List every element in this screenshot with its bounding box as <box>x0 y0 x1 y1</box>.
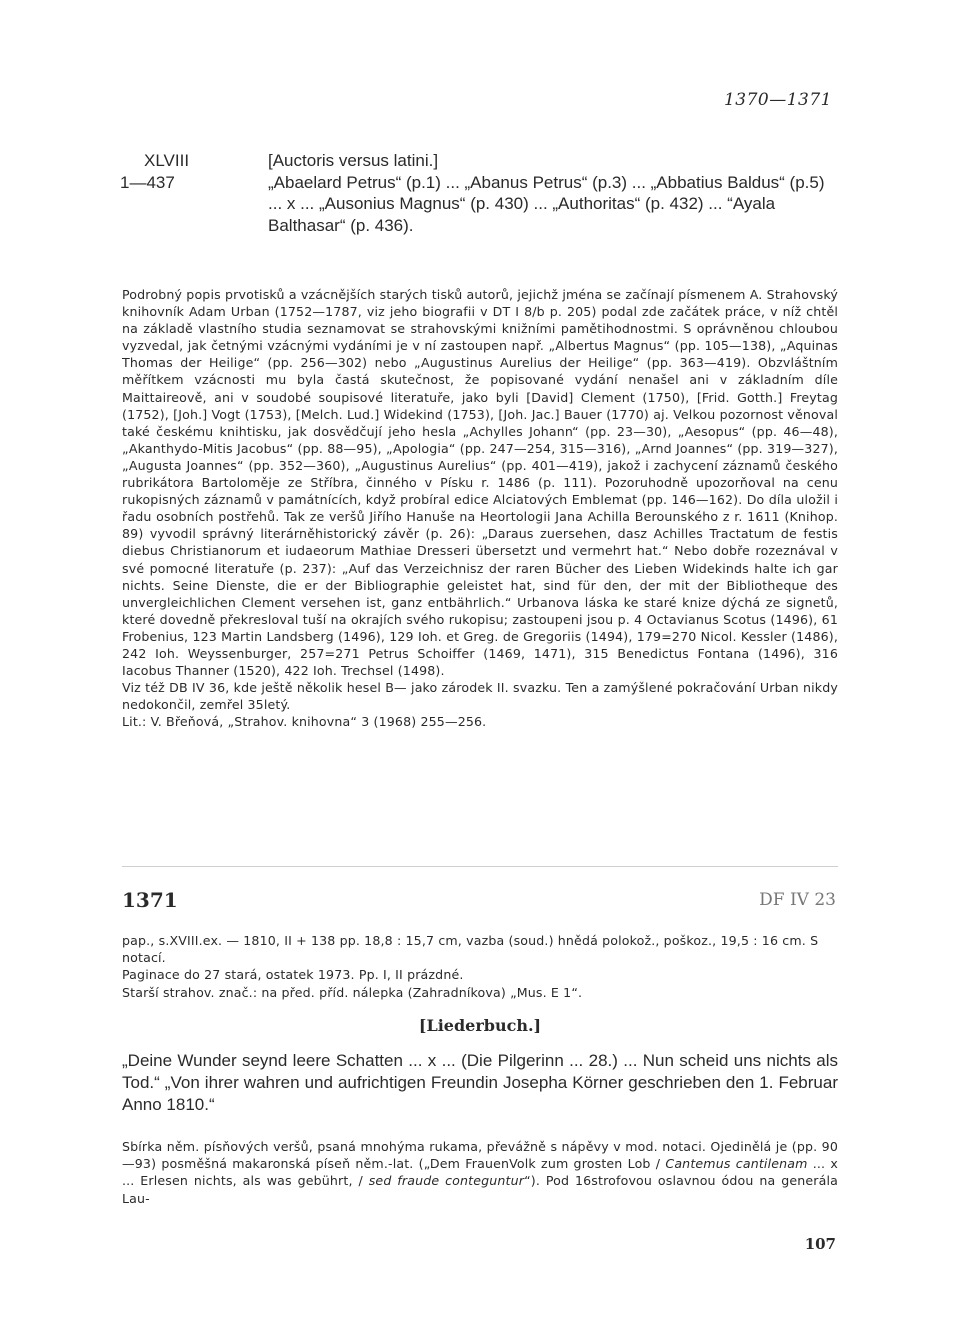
notes-text-3: “). Pod 16strofovou oslavnou ódou na generála Lau- <box>122 1173 838 1206</box>
notes-latin-2: sed fraude conteguntur <box>368 1173 525 1189</box>
literature-reference: Lit.: V. Břeňová, „Strahov. knihovna“ 3 (1968) 255—256. <box>122 714 487 730</box>
description-paragraph: Podrobný popis prvotisků a vzácnějších starých tisků autorů, jejichž jména se začínají písmenem A. Strahovský knihovník Adam Urban (1752—1787, viz jeho biografii v DT I 8/b p. 205) podal zde začátek práce, v níž chtěl na základě vlastního studia seznamovat se strahovskými knižními pamětihodnostmi. S oprávněnou chloubou vyzvedal, jak četnými vzácnými vydáními je v ní zastoupen např. „Albertus Magnus“ (pp. 105—138), „Aquinas Thomas der Heilige“ (pp. 256—302) nebo „Augustinus Aurelius der Heilige“ (pp. 363—419). Obzvláštním měřítkem vzácnosti mu byla častá skutečnost, že popisované vydání nenašel ani v základním díle Maittaireově, ani v soudobé soupisové literatuře, jako byli [David] Clement (1750), [Frid. Gotth.] Freytag (1752), [Joh.] Vogt (1753), [Melch. Lud.] Widekind (1753), [Joh. Jac.] Bauer (1770) aj. Velkou pozornost věnoval také českému knihtisku, jak dosvědčují jeho hesla „Achylles Johann“ (pp. 23—30), „Aesopus“ (pp. 46—48), „Akanthydo-Mitis Jacobus“ (pp. 88—95), „Apologia“ (pp. 247—254, 315—316), „Arnd Joannes“ (pp. 319—327), „Augusta Joannes“ (pp. 352—360), „Augustinus Aurelius“ (pp. 401—419), jakož i zachycení záznamů českého rubrikátora Bartoloměje ze Stříbra, činného v Písku r. 1486 (p. 111). Pozoruhodně upozorňoval na cenu rukopisných záznamů v památnících, když probíral edice Alciatových Emblemat (pp. 146—162). Do díla uložil i řadu osobních postřehů. Tak ze veršů Jiřího Hanuše na Heortologii Jana Achilla Berounského z r. 1611 (Knihop. 89) vyvodil správný literárněhistorický závěr (p. 26): „Daraus zuersehen, dasz Achilles Tractatum de festis diebus Christianorum et iudaeorum Mathiae Dresseri übersetzt und vermehrt hat.“ Nebo dobře rozeznával v své pomocné literatuře (p. 237): „Auf das Verzeichnisz der raren Bücher des Lieben Widekinds halte ich gar nichts. Seine Dienste, die er der Bibliographie geleistet hat, sind für den, der mit der Bibliotheque des unvergleichlichen Clement versehen ist, ganz entbährlich.“ Urbanova láska ke staré knize dýchá ze signetů, které dovedně překresloval tuší na okrajích svého rukopisu; zastoupeni jsou p. 4 Octavianus Scotus (1496), 61 Frobenius, 123 Martin Landsberg (1496), 129 Ioh. et Greg. de Gregoriis (1494), 179=270 Nicol. Kessler (1486), 242 Ioh. Weyssenburger, 257=271 Petrus Schoiffer (1469, 1471), 315 Benedictus Fontana (1496), 316 Iacobus Thanner (1520), 422 Ioh. Trechsel (1498). <box>122 287 838 679</box>
content-notes <box>122 1138 838 1207</box>
contents-incipit: „Abaelard Petrus“ (p.1) ... „Abanus Petrus“ (p.3) ... „Abbatius Baldus“ (p.5) ... x ... „Ausonius Magnus“ (p. 430) ... „Authoritas“ (p. 432) ... “Ayala Balthasar“ (p. 436). <box>268 172 825 235</box>
page-span-label: 1—437 <box>120 172 175 192</box>
notes-latin-1: Cantemus cantilenam <box>665 1156 808 1172</box>
work-title: [Liederbuch.] <box>418 1016 542 1035</box>
entry-1370-description <box>122 286 838 730</box>
section-divider <box>122 866 838 867</box>
page-range-header: 1370—1371 <box>723 90 832 110</box>
volume-label: XLVIII <box>144 151 190 170</box>
notes-text-2: ... x ... Erlesen nichts, als was gebührt, / <box>122 1156 839 1189</box>
incipit-text: „Deine Wunder seynd leere Schatten ... x ... (Die Pilgerinn ... 28.) ... Nun scheid uns nichts als Tod.“ „Von ihrer wahren und aufrichtigen Freundin Josepha Körner geschrieben den 1. Februar Anno 1810.“ <box>122 1051 838 1114</box>
physical-line-3: Starší strahov. znač.: na před. příd. nálepka (Zahradníkova) „Mus. E 1“. <box>122 984 583 1000</box>
physical-line-2: Paginace do 27 stará, ostatek 1973. Pp. I, II prázdné. <box>122 967 464 983</box>
entry-row-contents <box>120 172 840 237</box>
entry-1370-heading <box>120 150 840 236</box>
entry-row-volume <box>120 150 840 172</box>
physical-line-1: pap., s.XVIII.ex. — 1810, II + 138 pp. 18,8 : 15,7 cm, vazba (soud.) hnědá polokož., poškoz., 19,5 : 16 cm. S notací. <box>122 933 819 966</box>
see-also-paragraph: Viz též DB IV 36, kde ještě několik hesel B— jako zárodek II. svazku. Ten a zamýšlené pokračování Urban nikdy nedokončil, zemřel 35letý. <box>122 680 838 713</box>
volume-title: [Auctoris versus latini.] <box>268 151 439 170</box>
page-folio: 107 <box>804 1235 836 1253</box>
shelfmark: DF IV 23 <box>759 890 836 910</box>
entry-number: 1371 <box>122 888 178 912</box>
physical-description <box>122 932 838 1001</box>
notes-text-1: Sbírka něm. písňových veršů, psaná mnohýma rukama, převážně s nápěvy v mod. notaci. Ojedinělá je (pp. 90—93) posměšná makaronská píseň něm.-lat. („Dem FrauenVolk zum grosten Lob / <box>122 1139 838 1172</box>
